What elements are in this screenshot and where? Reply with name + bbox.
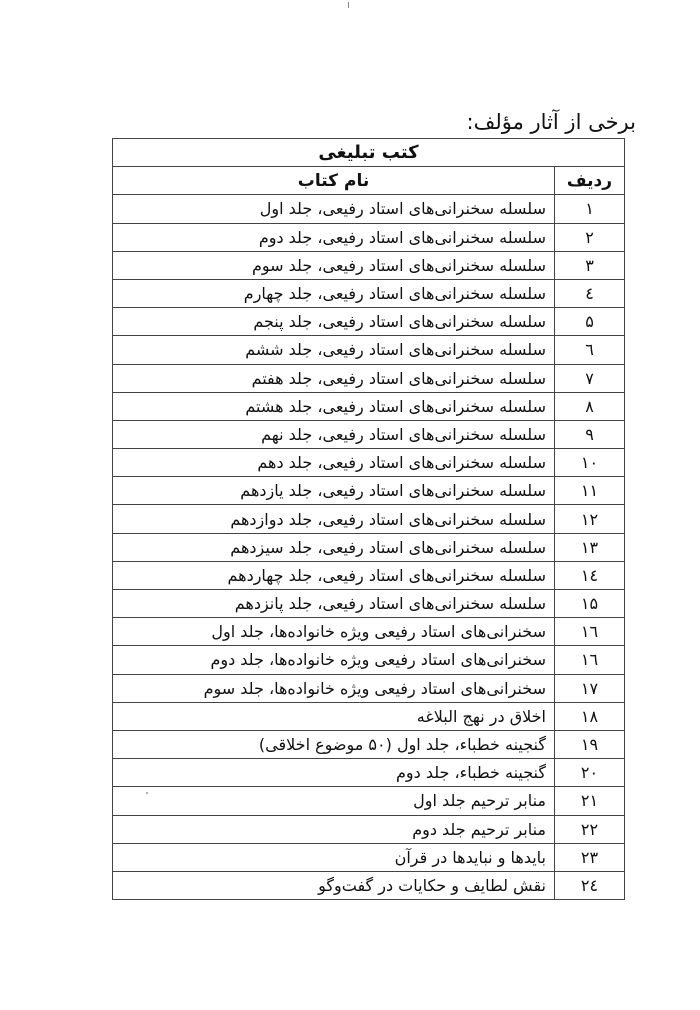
book-name: منابر ترحیم جلد دوم: [113, 815, 555, 843]
book-name: سخنرانی‌های استاد رفیعی ویژه خانواده‌ها، جلد اول: [113, 618, 555, 646]
table-row: [113, 251, 625, 279]
row-number: ۲۳: [555, 843, 625, 871]
book-name: سلسله سخنرانی‌های استاد رفیعی، جلد ششم: [113, 336, 555, 364]
book-name: بایدها و نبایدها در قرآن: [113, 843, 555, 871]
table-row: [113, 674, 625, 702]
section-header-row: [113, 139, 625, 167]
row-number: ۲۲: [555, 815, 625, 843]
table-row: [113, 702, 625, 730]
book-name: منابر ترحیم جلد اول: [113, 787, 555, 815]
section-title: کتب تبلیغی: [113, 139, 625, 167]
row-number: ۱: [555, 195, 625, 223]
book-name: سلسله سخنرانی‌های استاد رفیعی، جلد اول: [113, 195, 555, 223]
book-name: سلسله سخنرانی‌های استاد رفیعی، جلد یازدهم: [113, 477, 555, 505]
row-number: ١٤: [555, 561, 625, 589]
book-name: سخنرانی‌های استاد رفیعی ویژه خانواده‌ها، جلد دوم: [113, 646, 555, 674]
book-name: گنجینه خطباء، جلد اول (۵۰ موضوع اخلاقی): [113, 730, 555, 758]
table-row: [113, 815, 625, 843]
book-name: سلسله سخنرانی‌های استاد رفیعی، جلد هشتم: [113, 392, 555, 420]
row-number: ١٦: [555, 646, 625, 674]
table-row: [113, 477, 625, 505]
book-name: نقش لطایف و حکایات در گفت‌وگو: [113, 871, 555, 899]
row-number: ۲۱: [555, 787, 625, 815]
row-number: ۸: [555, 392, 625, 420]
book-name: سلسله سخنرانی‌های استاد رفیعی، جلد نهم: [113, 420, 555, 448]
book-name: سلسله سخنرانی‌های استاد رفیعی، جلد چهاردهم: [113, 561, 555, 589]
table-row: [113, 533, 625, 561]
book-name: سلسله سخنرانی‌های استاد رفیعی، جلد سیزدهم: [113, 533, 555, 561]
row-number: ۵: [555, 308, 625, 336]
book-name: سلسله سخنرانی‌های استاد رفیعی، جلد دوازدهم: [113, 505, 555, 533]
row-number: ۱۷: [555, 674, 625, 702]
table-row: [113, 730, 625, 758]
row-number: ۱۱: [555, 477, 625, 505]
column-header-row: [113, 167, 625, 195]
book-name: سلسله سخنرانی‌های استاد رفیعی، جلد چهارم: [113, 279, 555, 307]
table-row: [113, 364, 625, 392]
table-row: [113, 759, 625, 787]
book-name: سلسله سخنرانی‌های استاد رفیعی، جلد پنجم: [113, 308, 555, 336]
table-row: [113, 618, 625, 646]
table-row: [113, 420, 625, 448]
table-row: [113, 308, 625, 336]
row-number: ۲: [555, 223, 625, 251]
table-row: [113, 195, 625, 223]
page-edge-mark: [348, 2, 349, 8]
books-table: [112, 138, 625, 900]
row-number: ۱۲: [555, 505, 625, 533]
row-number: ۱۸: [555, 702, 625, 730]
row-number: ٤: [555, 279, 625, 307]
book-name: سلسله سخنرانی‌های استاد رفیعی، جلد دوم: [113, 223, 555, 251]
row-number: ١٦: [555, 618, 625, 646]
book-name: سلسله سخنرانی‌های استاد رفیعی، جلد پانزدهم: [113, 590, 555, 618]
book-name: گنجینه خطباء، جلد دوم: [113, 759, 555, 787]
row-number: ٢٤: [555, 871, 625, 899]
row-number: ۱۵: [555, 590, 625, 618]
book-name: سلسله سخنرانی‌های استاد رفیعی، جلد سوم: [113, 251, 555, 279]
table-row: [113, 590, 625, 618]
table-row: [113, 505, 625, 533]
row-number: ۱۰: [555, 449, 625, 477]
column-header-book-name: نام کتاب: [113, 167, 555, 195]
table-row: [113, 787, 625, 815]
book-name: سلسله سخنرانی‌های استاد رفیعی، جلد هفتم: [113, 364, 555, 392]
scan-speck: [146, 792, 148, 794]
table-row: [113, 871, 625, 899]
column-header-number: ردیف: [555, 167, 625, 195]
table-row: [113, 279, 625, 307]
book-name: اخلاق در نهج البلاغه: [113, 702, 555, 730]
table-row: [113, 392, 625, 420]
table-row: [113, 336, 625, 364]
row-number: ۲۰: [555, 759, 625, 787]
row-number: ۱۹: [555, 730, 625, 758]
table-row: [113, 449, 625, 477]
book-name: سخنرانی‌های استاد رفیعی ویژه خانواده‌ها، جلد سوم: [113, 674, 555, 702]
table-row: [113, 646, 625, 674]
table-row: [113, 223, 625, 251]
row-number: ۷: [555, 364, 625, 392]
row-number: ۱۳: [555, 533, 625, 561]
book-name: سلسله سخنرانی‌های استاد رفیعی، جلد دهم: [113, 449, 555, 477]
row-number: ٦: [555, 336, 625, 364]
table-row: [113, 561, 625, 589]
page-title: برخی از آثار مؤلف:: [466, 110, 636, 134]
row-number: ۳: [555, 251, 625, 279]
row-number: ۹: [555, 420, 625, 448]
table-row: [113, 843, 625, 871]
